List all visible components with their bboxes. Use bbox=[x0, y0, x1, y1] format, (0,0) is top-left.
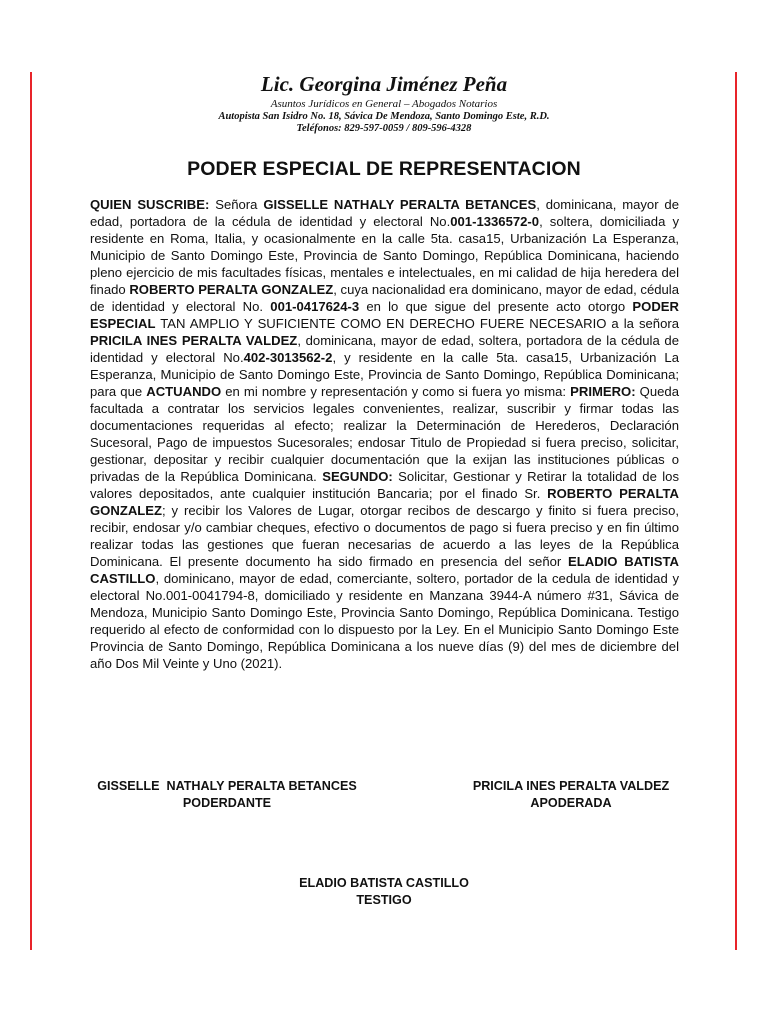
body-text-segment: , dominicana, mayor de edad, portadora de la cédula de identidad y electoral No. bbox=[90, 197, 679, 229]
body-text-segment: TAN AMPLIO Y SUFICIENTE COMO EN DERECHO FUERE NECESARIO a la señora bbox=[155, 316, 679, 331]
attorney-id: 402-3013562-2 bbox=[243, 350, 333, 365]
body-text-segment: en mi nombre y representación y como si fuera yo misma: bbox=[221, 384, 571, 399]
document-title: PODER ESPECIAL DE REPRESENTACION bbox=[187, 158, 581, 180]
body-text-segment: ; y recibir los Valores de Lugar, otorgar recibos de descargo y finito si fuera preciso, recibir, endosar y/o cambiar cheques, efectivo o documentos de pago si fuera preciso y en fin último realizar todas las gestiones que fueran necesarias de acuerdo a las leyes de la República Dominicana. El presente documento ha sido firmado en presencia del señor bbox=[90, 503, 679, 569]
letterhead-address: Autopista San Isidro No. 18, Sávica De Mendoza, Santo Domingo Este, R.D. bbox=[218, 111, 550, 122]
letterhead-subtitle: Asuntos Jurídicos en General – Abogados Notarios bbox=[270, 98, 498, 110]
body-text-segment: , soltera, domiciliada y residente en Roma, Italia, y ocasionalmente en la calle 5ta. casa15, Urbanización La Esperanza, Municipio de Santo Domingo Este, Provincia de Santo Domingo, República Dominicana, haciendo pleno ejercicio de mis facultades físicas, mentales e intelectuales, en mi calidad de hija heredera del finado bbox=[90, 214, 679, 297]
left-margin-line bbox=[30, 72, 32, 950]
body-text-segment: Señora bbox=[209, 197, 264, 212]
document-body bbox=[90, 196, 679, 672]
grantor-name: GISSELLE NATHALY PERALTA BETANCES bbox=[263, 197, 537, 212]
acting-keyword: ACTUANDO bbox=[146, 384, 222, 399]
attorney-signature-role: APODERADA bbox=[530, 796, 612, 810]
clause-second-text: Solicitar, Gestionar y Retirar la totalidad de los valores depositados, ante cualquier institución Bancaria; por el finado Sr. bbox=[90, 469, 680, 501]
grantor-signature-name: GISSELLE NATHALY PERALTA BETANCES bbox=[97, 779, 357, 793]
body-text-segment: , dominicana, mayor de edad, soltera, portadora de la cédula de identidad y electoral No. bbox=[90, 333, 679, 365]
witness-name: ELADIO BATISTA CASTILLO bbox=[90, 554, 679, 586]
clause-first-text: Queda facultada a contratar los servicios legales convenientes, realizar, suscribir y firmar todas las documentaciones requeridas al efecto; realizar la Determinación de Herederos, Declaración Sucesoral, Pago de impuestos Sucesorales; endosar Titulo de Propiedad si fuera preciso, solicitar, gestionar, depositar y recibir cualquier documentación que la exijan las instituciones públicas o privadas de la República Dominicana. bbox=[90, 384, 680, 484]
body-text-segment: , cuya nacionalidad era dominicano, mayor de edad, cédula de identidad y electoral No. bbox=[90, 282, 680, 314]
attorney-signature-block bbox=[442, 778, 700, 812]
body-heading: QUIEN SUSCRIBE: bbox=[90, 197, 210, 212]
body-text-segment: , dominicano, mayor de edad, comerciante, soltero, portador de la cedula de identidad y electoral No.001-0041794-8, domiciliado y residente en Manzana 3944-A número #31, Sávica de Mendoza, Municipio Santo Domingo Este, Provincia Santo Domingo, República Dominicana. Testigo requerido al efecto de conformidad con lo dispuesto por la Ley. En el Municipio Santo Domingo Este Provincia de Santo Domingo, República Dominicana a los nueve días (9) del mes de diciembre del año Dos Mil Veinte y Uno (2021). bbox=[90, 571, 679, 671]
letterhead-phones: Teléfonos: 829-597-0059 / 809-596-4328 bbox=[296, 123, 472, 134]
deceased-id: 001-0417624-3 bbox=[270, 299, 360, 314]
deceased-name: ROBERTO PERALTA GONZALEZ bbox=[129, 282, 334, 297]
right-margin-line bbox=[735, 72, 737, 950]
lawyer-name: Lic. Georgina Jiménez Peña bbox=[260, 72, 508, 96]
attorney-signature-name: PRICILA INES PERALTA VALDEZ bbox=[472, 779, 670, 793]
witness-signature-role: TESTIGO bbox=[356, 893, 412, 907]
letterhead bbox=[0, 70, 768, 135]
witness-signature-name: ELADIO BATISTA CASTILLO bbox=[299, 876, 469, 890]
deceased-name: ROBERTO PERALTA GONZALEZ bbox=[90, 486, 679, 518]
clause-first-label: PRIMERO: bbox=[570, 384, 636, 399]
grantor-id: 001-1336572-0 bbox=[450, 214, 540, 229]
grantor-signature-block bbox=[82, 778, 372, 812]
clause-second-label: SEGUNDO: bbox=[322, 469, 393, 484]
body-text-segment: , y residente en la calle 5ta. casa15, Urbanización La Esperanza, Municipio de Santo Domingo Este, Provincia de Santo Domingo, República Dominicana; para que bbox=[90, 350, 679, 399]
witness-signature-block bbox=[234, 875, 534, 909]
grantor-signature-role: PODERDANTE bbox=[182, 796, 272, 810]
power-type: PODER ESPECIAL bbox=[90, 299, 679, 331]
attorney-name: PRICILA INES PERALTA VALDEZ bbox=[90, 333, 298, 348]
body-text-segment: en lo que sigue del presente acto otorgo bbox=[359, 299, 633, 314]
